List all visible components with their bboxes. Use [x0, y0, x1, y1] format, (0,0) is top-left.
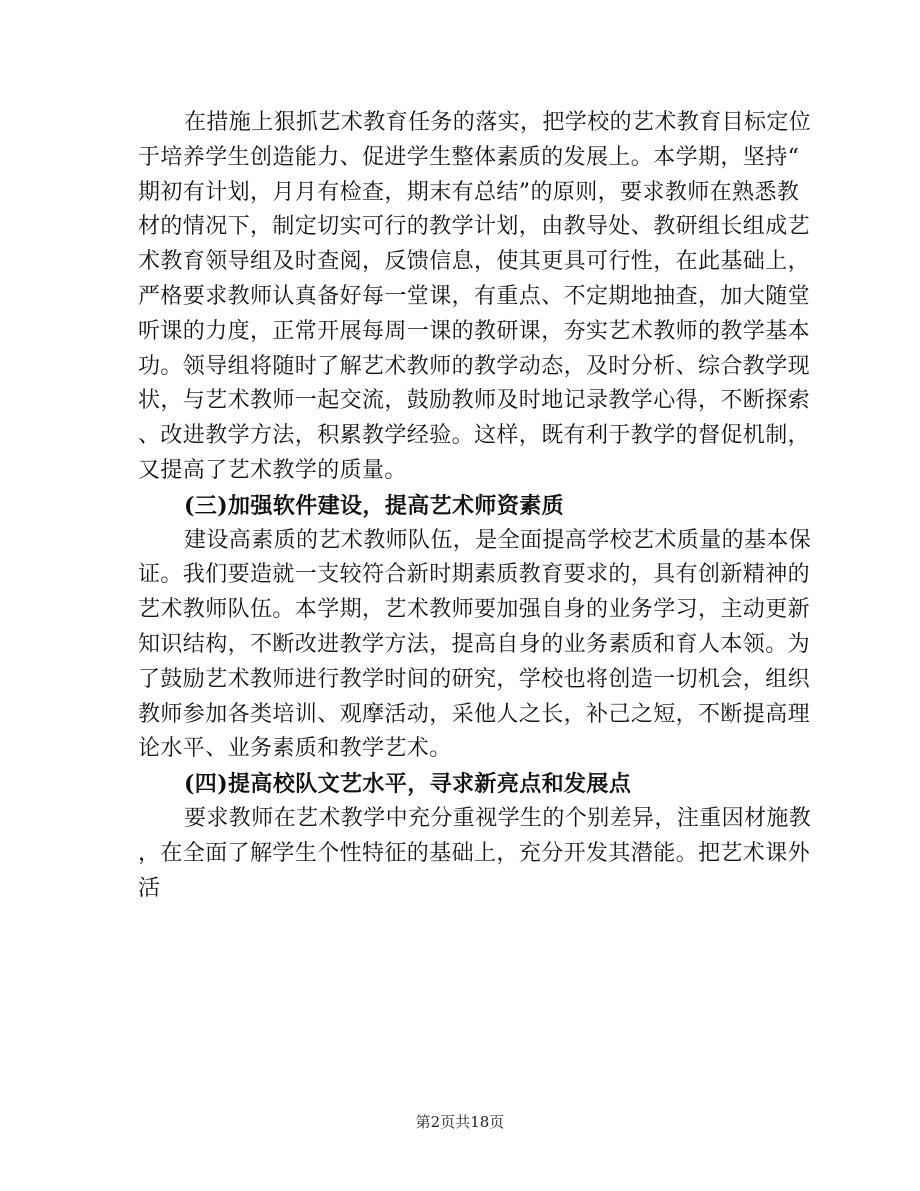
text-line: 材的情况下，制定切实可行的教学计划，由教导处、教研组长组成艺	[138, 214, 811, 240]
text-line: 术教育领导组及时查阅，反馈信息，使其更具可行性，在此基础上，	[138, 249, 811, 275]
text-line: 期初有计划，月月有检查，期末有总结”的原则，要求教师在熟悉教	[138, 179, 800, 205]
section-heading: (四)提高校队文艺水平，寻求新亮点和发展点	[184, 771, 632, 798]
text-line: 建设高素质的艺术教师队伍，是全面提高学校艺术质量的基本保	[184, 527, 812, 553]
text-line: 知识结构，不断改进教学方法，提高自身的业务素质和育人本领。为	[138, 631, 811, 657]
text-line: 、改进教学方法，积累教学经验。这样，既有利于教学的督促机制，	[138, 423, 811, 449]
text-line: 论水平、业务素质和教学艺术。	[138, 736, 452, 762]
text-line: 严格要求教师认真备好每一堂课，有重点、不定期地抽查，加大随堂	[138, 283, 811, 309]
text-line: 听课的力度，正常开展每周一课的教研课，夯实艺术教师的教学基本	[138, 318, 811, 344]
text-line: 状，与艺术教师一起交流，鼓励教师及时地记录教学心得，不断探索	[138, 388, 811, 414]
text-line: 教师参加各类培训、观摩活动，采他人之长，补己之短，不断提高理	[138, 701, 811, 727]
document-body	[138, 106, 812, 906]
text-line: 又提高了艺术教学的质量。	[138, 457, 407, 483]
text-line: 功。领导组将随时了解艺术教师的教学动态，及时分析、综合教学现	[138, 353, 811, 379]
text-line: 艺术教师队伍。本学期，艺术教师要加强自身的业务学习，主动更新	[138, 597, 811, 623]
text-line: 在措施上狠抓艺术教育任务的落实，把学校的艺术教育目标定位	[184, 110, 812, 135]
text-line: 要求教师在艺术教学中充分重视学生的个别差异，注重因材施教	[184, 805, 812, 831]
text-line: ，在全面了解学生个性特征的基础上，充分开发其潜能。把艺术课外	[138, 840, 811, 866]
page-footer: 第2页共18页	[415, 1113, 505, 1131]
text-line: 证。我们要造就一支较符合新时期素质教育要求的，具有创新精神的	[138, 562, 811, 588]
section-heading: (三)加强软件建设，提高艺术师资素质	[184, 492, 565, 519]
text-line: 了鼓励艺术教师进行教学时间的研究，学校也将创造一切机会，组织	[138, 666, 811, 692]
text-line: 于培养学生创造能力、促进学生整体素质的发展上。本学期，坚持“	[138, 144, 800, 170]
text-line: 活	[138, 875, 161, 901]
